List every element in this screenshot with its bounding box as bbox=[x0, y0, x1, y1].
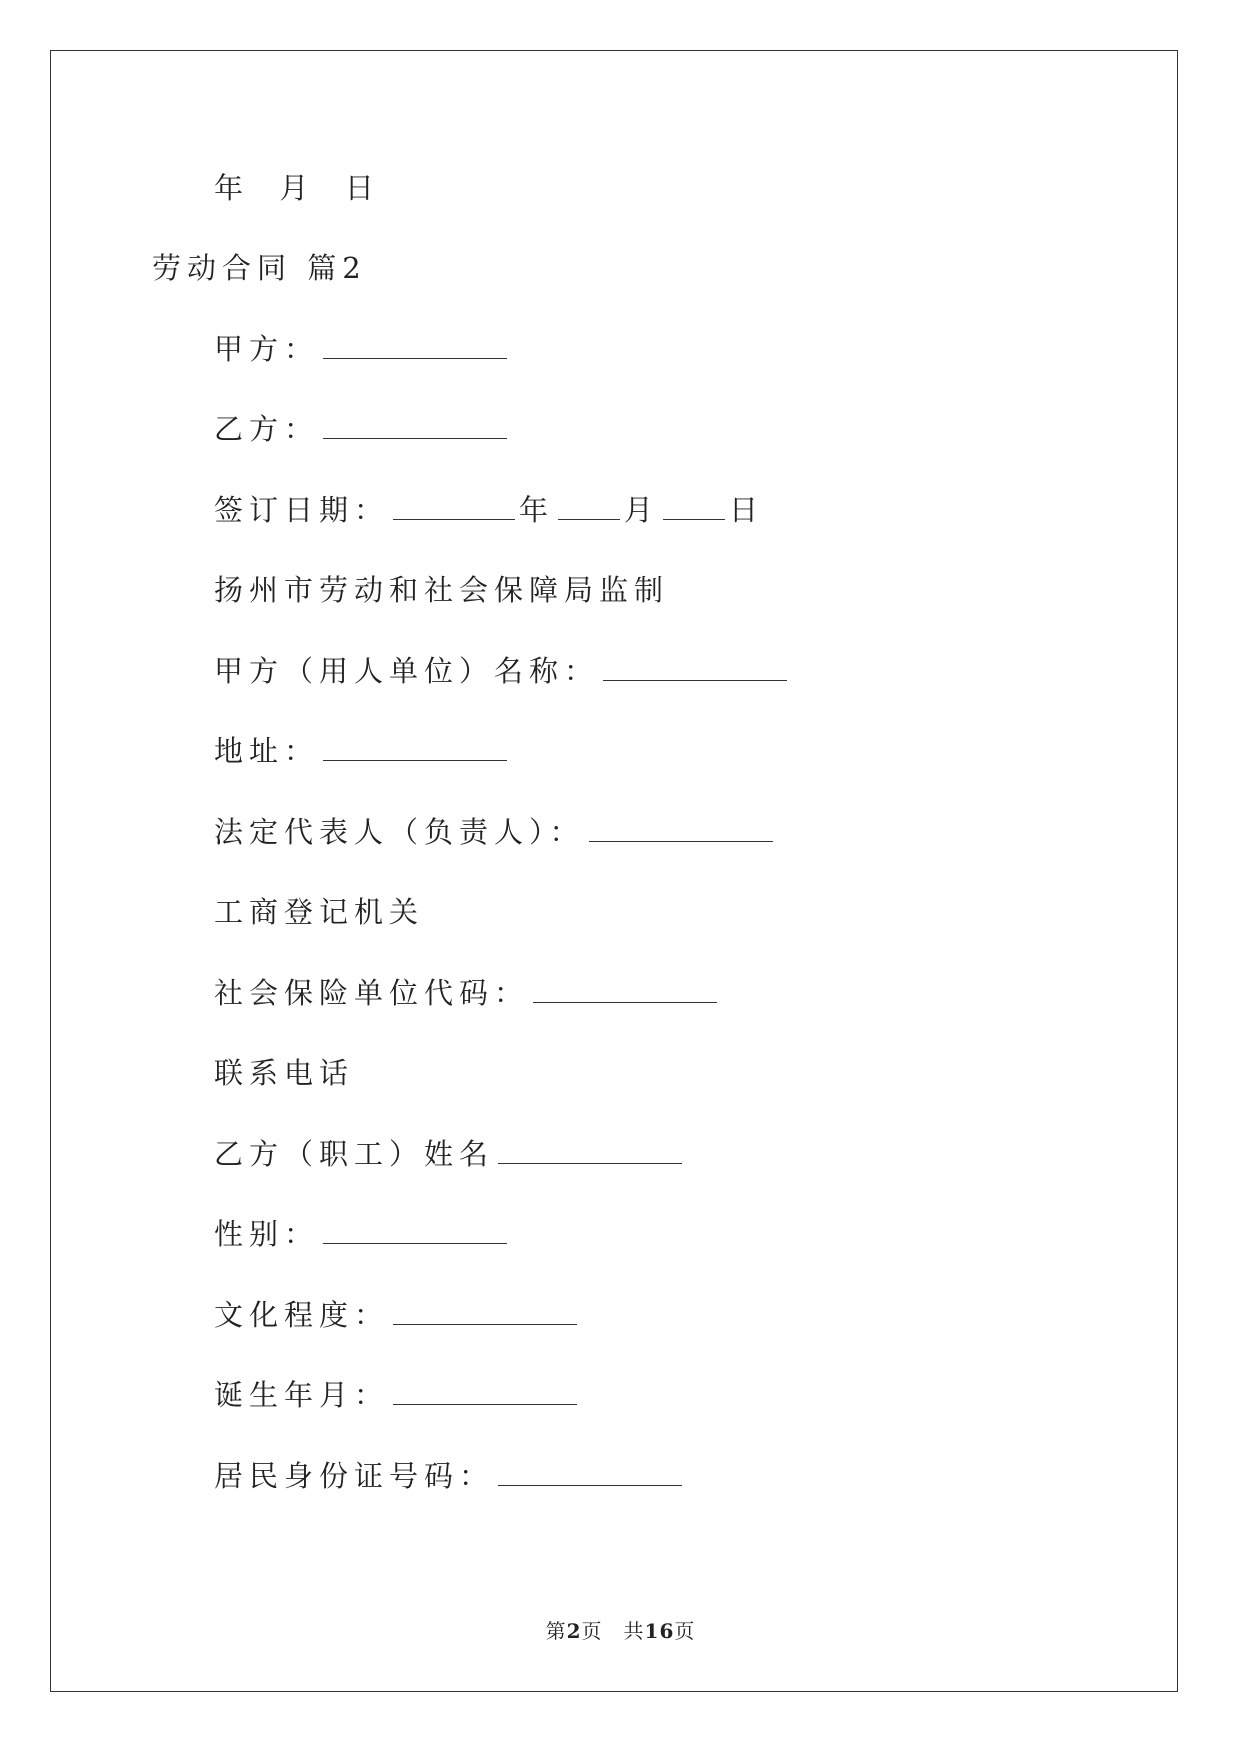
phone-row bbox=[214, 1055, 354, 1091]
phone-text: 联系电话 bbox=[214, 1056, 355, 1090]
id-number-label: 居民身份证号码： bbox=[214, 1459, 495, 1493]
address-row bbox=[214, 733, 511, 769]
employee-name-row bbox=[214, 1136, 686, 1172]
page-footer bbox=[0, 1618, 1241, 1644]
employer-name-row bbox=[214, 653, 791, 689]
employer-name-blank bbox=[603, 654, 787, 681]
legal-rep-blank bbox=[589, 815, 773, 842]
birth-date-label: 诞生年月： bbox=[214, 1378, 390, 1412]
party-a-row bbox=[214, 331, 511, 367]
footer-total-pages: 16 bbox=[644, 1619, 675, 1643]
date-line-text: 年 月 日 bbox=[214, 171, 380, 205]
date-line bbox=[214, 170, 380, 206]
legal-rep-row bbox=[214, 814, 777, 850]
social-insurance-blank bbox=[533, 976, 717, 1003]
employer-name-label: 甲方（用人单位）名称： bbox=[214, 654, 600, 688]
business-reg-row bbox=[214, 894, 424, 930]
party-b-blank bbox=[323, 412, 507, 439]
education-label: 文化程度： bbox=[214, 1298, 390, 1332]
gender-blank bbox=[323, 1217, 507, 1244]
education-blank bbox=[393, 1298, 577, 1325]
gender-label: 性别： bbox=[214, 1217, 320, 1251]
party-b-row bbox=[214, 411, 511, 447]
footer-suffix: 页 bbox=[674, 1619, 696, 1643]
section-title bbox=[152, 250, 367, 286]
footer-mid: 页 共 bbox=[581, 1619, 645, 1643]
social-insurance-row bbox=[214, 975, 721, 1011]
sign-year-blank bbox=[393, 493, 515, 520]
employee-name-label: 乙方（职工）姓名 bbox=[214, 1137, 495, 1171]
education-row bbox=[214, 1297, 581, 1333]
business-reg-text: 工商登记机关 bbox=[214, 895, 425, 929]
party-b-label: 乙方： bbox=[214, 412, 320, 446]
party-a-label: 甲方： bbox=[214, 332, 320, 366]
supervisor-text: 扬州市劳动和社会保障局监制 bbox=[214, 573, 670, 607]
sign-date-row bbox=[214, 492, 764, 528]
sign-day-blank bbox=[663, 493, 725, 520]
page-border bbox=[50, 50, 1178, 1692]
sign-date-label: 签订日期： bbox=[214, 493, 390, 527]
address-label: 地址： bbox=[214, 734, 320, 768]
id-number-row bbox=[214, 1458, 686, 1494]
gender-row bbox=[214, 1216, 511, 1252]
footer-prefix: 第 bbox=[545, 1619, 567, 1643]
id-number-blank bbox=[498, 1459, 682, 1486]
sign-day-label: 日 bbox=[729, 493, 765, 527]
sign-year-label: 年 bbox=[519, 493, 555, 527]
sign-month-label: 月 bbox=[624, 493, 660, 527]
footer-current-page: 2 bbox=[566, 1619, 582, 1643]
section-title-text: 劳动合同 篇2 bbox=[152, 251, 367, 285]
address-blank bbox=[323, 734, 507, 761]
sign-month-blank bbox=[558, 493, 620, 520]
supervisor-row bbox=[214, 572, 669, 608]
social-insurance-label: 社会保险单位代码： bbox=[214, 976, 530, 1010]
birth-date-row bbox=[214, 1377, 581, 1413]
legal-rep-label: 法定代表人（负责人）： bbox=[214, 815, 585, 849]
party-a-blank bbox=[323, 332, 507, 359]
birth-date-blank bbox=[393, 1378, 577, 1405]
employee-name-blank bbox=[498, 1137, 682, 1164]
